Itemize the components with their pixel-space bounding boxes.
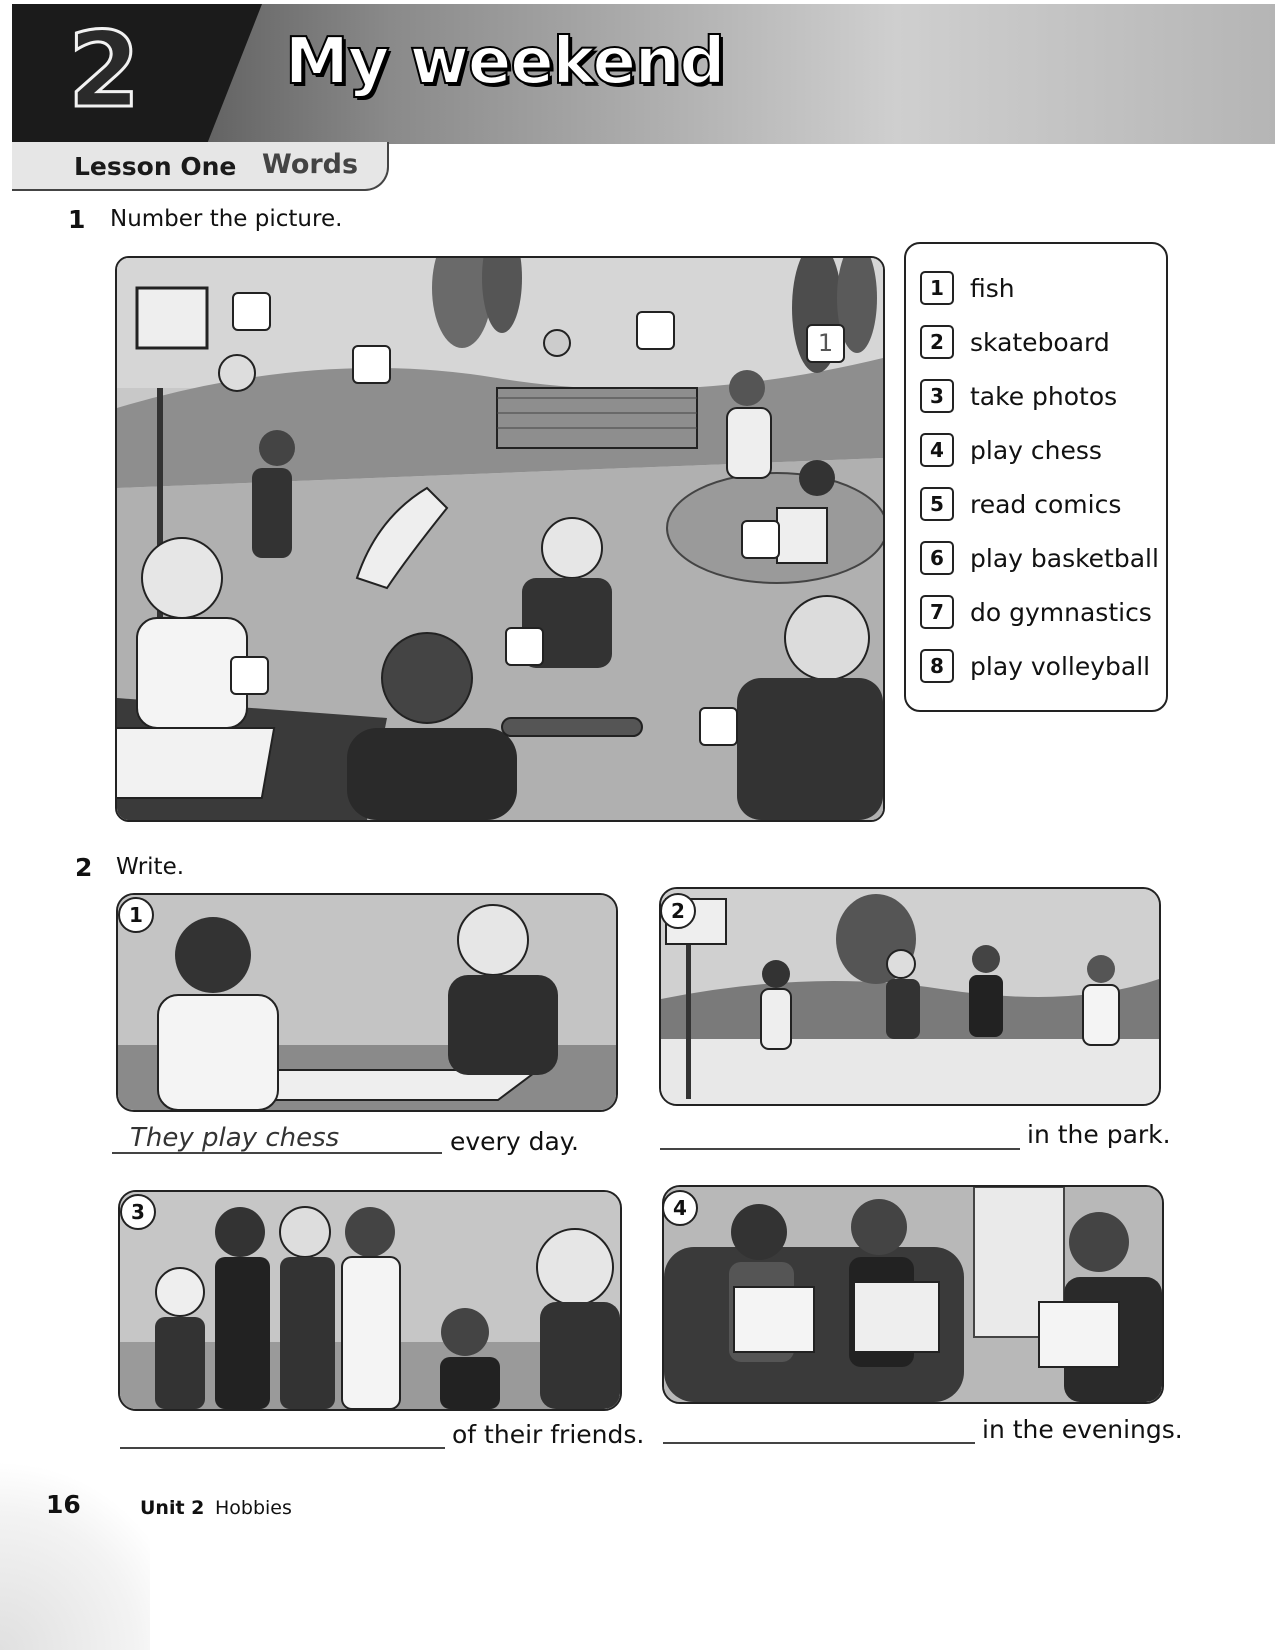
scene-number-badge: 2 — [660, 893, 696, 929]
picture-answer-box[interactable] — [232, 292, 271, 331]
word-list-panel — [904, 242, 1168, 712]
word-item — [920, 592, 1152, 632]
exercise-2-instruction: Write. — [116, 854, 185, 880]
picture-answer-box[interactable] — [505, 627, 544, 666]
scene-3-illustration — [120, 1192, 620, 1409]
word-item — [920, 268, 1015, 308]
answer-line-3[interactable] — [120, 1407, 445, 1449]
scene-number-badge: 4 — [662, 1190, 698, 1226]
lesson-subtitle: Words — [262, 149, 359, 180]
word-text: fish — [970, 273, 1015, 303]
answer-line-1[interactable] — [112, 1112, 442, 1154]
word-number: 3 — [920, 379, 954, 413]
word-item — [920, 538, 1159, 578]
word-text: do gymnastics — [970, 597, 1152, 627]
word-item — [920, 322, 1110, 362]
word-text: skateboard — [970, 327, 1110, 357]
word-item — [920, 484, 1121, 524]
word-number: 8 — [920, 649, 954, 683]
scene-number-badge: 1 — [118, 897, 154, 933]
word-text: play volleyball — [970, 651, 1151, 681]
page-number: 16 — [46, 1490, 81, 1519]
word-text: take photos — [970, 381, 1118, 411]
exercise-1-number: 1 — [68, 205, 86, 234]
answer-text: They play chess — [130, 1123, 340, 1153]
exercise-2-number: 2 — [75, 853, 93, 882]
word-number: 1 — [920, 271, 954, 305]
picture-answer-box[interactable] — [636, 311, 675, 350]
answer-line-2[interactable] — [660, 1108, 1020, 1150]
scene-2-illustration — [661, 889, 1159, 1104]
word-number: 4 — [920, 433, 954, 467]
lesson-label: Lesson One — [74, 152, 237, 181]
word-text: play chess — [970, 435, 1102, 465]
picture-answer-box[interactable] — [230, 656, 269, 695]
footer-unit: Unit 2 — [140, 1497, 205, 1519]
word-item — [920, 646, 1150, 686]
word-number: 5 — [920, 487, 954, 521]
word-number: 7 — [920, 595, 954, 629]
picture-example-box: 1 — [806, 324, 845, 363]
answer-line-4[interactable] — [663, 1402, 975, 1444]
sentence-suffix: in the evenings. — [982, 1415, 1183, 1444]
sentence-suffix: of their friends. — [452, 1420, 645, 1449]
word-text: play basketball — [970, 543, 1159, 573]
word-item — [920, 430, 1102, 470]
picture-answer-box[interactable] — [699, 707, 738, 746]
scene-1-chess — [116, 893, 618, 1112]
footer-topic: Hobbies — [215, 1497, 292, 1519]
sentence-suffix: every day. — [450, 1127, 579, 1156]
footer-corner-shade — [0, 1450, 150, 1650]
scene-number-badge: 3 — [120, 1194, 156, 1230]
scene-3-photos — [118, 1190, 622, 1411]
picture-answer-box[interactable] — [741, 520, 780, 559]
word-number: 6 — [920, 541, 954, 575]
scene-4-illustration — [664, 1187, 1162, 1402]
picture-answer-box[interactable] — [352, 345, 391, 384]
unit-number: 2 — [68, 9, 141, 131]
word-item — [920, 376, 1117, 416]
scene-2-basketball — [659, 887, 1161, 1106]
word-number: 2 — [920, 325, 954, 359]
scene-4-comics — [662, 1185, 1164, 1404]
scene-1-illustration — [118, 895, 616, 1110]
sentence-suffix: in the park. — [1027, 1120, 1171, 1149]
exercise-1-instruction: Number the picture. — [110, 206, 343, 232]
word-text: read comics — [970, 489, 1122, 519]
page-title: My weekend — [285, 25, 725, 99]
